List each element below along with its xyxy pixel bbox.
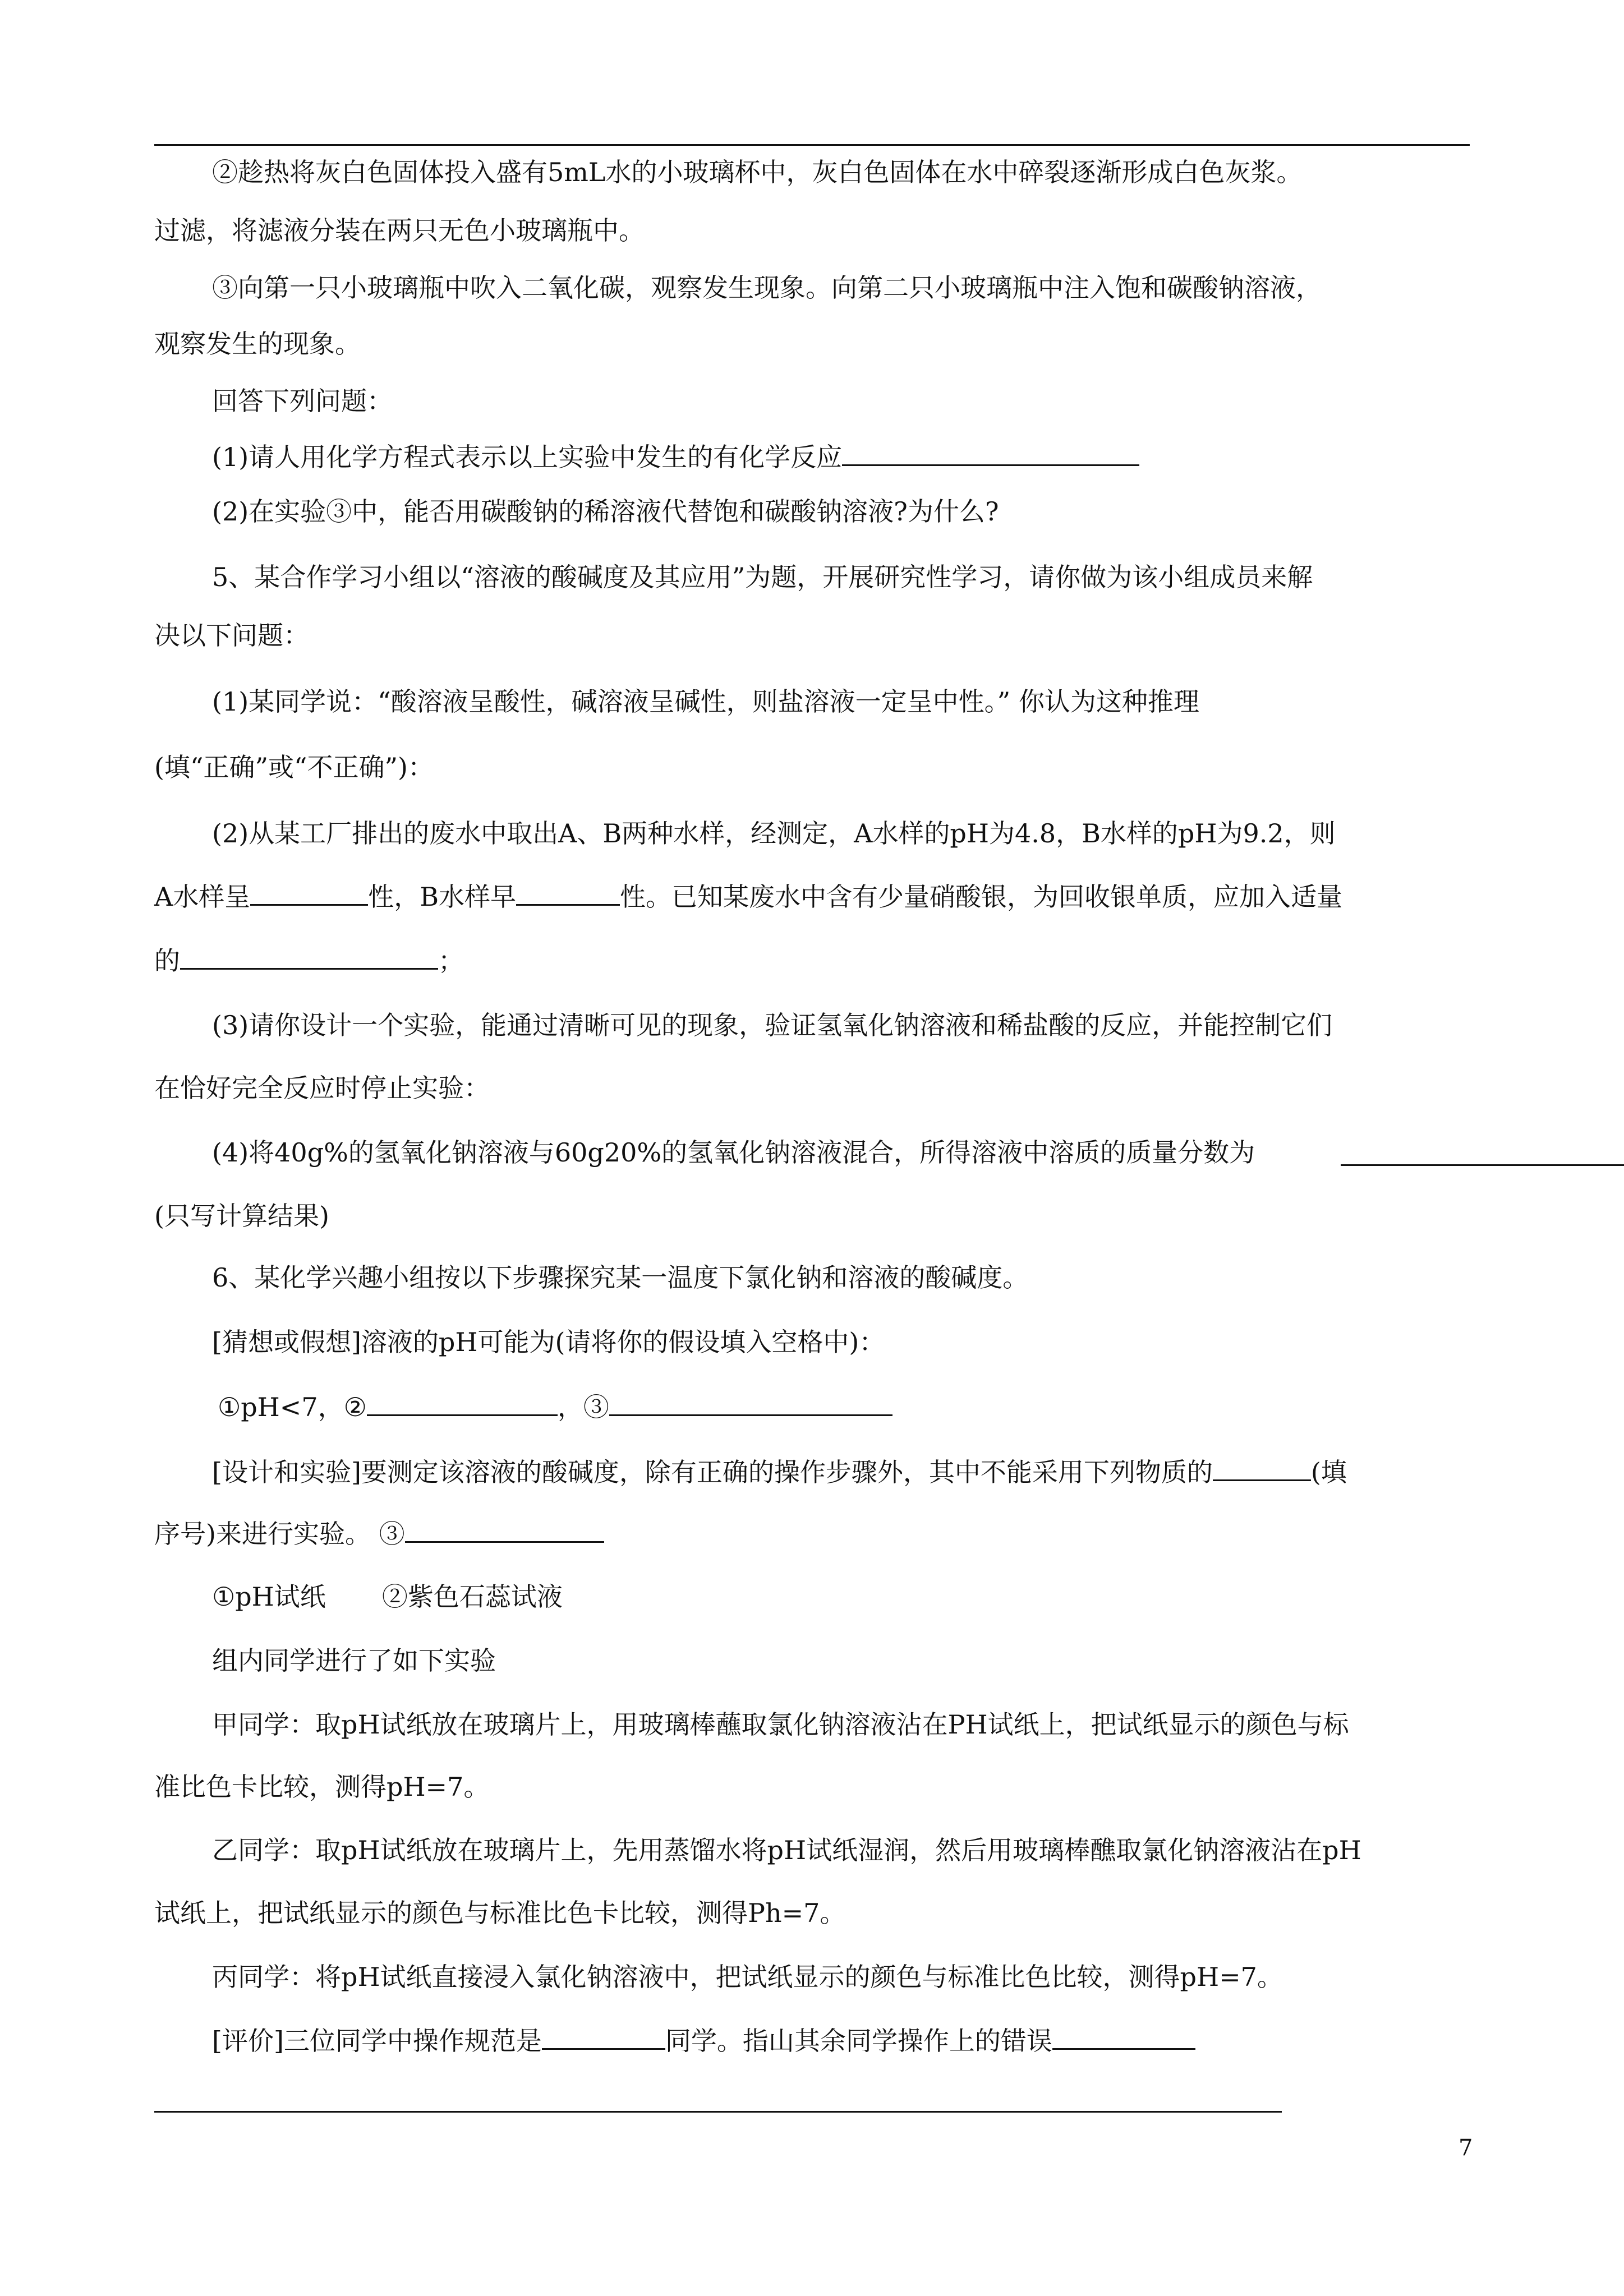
text-line: 丙同学：将pH试纸直接浸入氯化钠溶液中，把试纸显示的颜色与标准比色比较，测得pH=7。 [212,1962,1283,1992]
text-line: 观察发生的现象。 [154,329,361,359]
text-line: 过滤，将滤液分装在两只无色小玻璃瓶中。 [154,215,645,246]
text-line: 组内同学进行了如下实验 [212,1645,496,1676]
text-line: 乙同学：取pH试纸放在玻璃片上，先用蒸馏水将pH试纸湿润，然后用玻璃棒醮取氯化钠溶液沾在pH [212,1835,1361,1865]
text-line: (2)在实验③中，能否用碳酸钠的稀溶液代替饱和碳酸钠溶液?为什么? [212,496,999,527]
text-line: 甲同学：取pH试纸放在玻璃片上，用玻璃棒蘸取氯化钠溶液沾在PH试纸上，把试纸显示的颜色与标 [212,1709,1349,1740]
text-line: A水样呈 性，B水样早 性。已知某废水中含有少量硝酸银，为回收银单质，应加入适量 [154,877,1342,916]
text-line: 决以下问题： [154,620,309,651]
question-6-heading: 6、某化学兴趣小组按以下步骤探究某一温度下氯化钠和溶液的酸碱度。 [212,1262,1029,1293]
answer-blank[interactable] [516,878,620,906]
text-line: ③向第一只小玻璃瓶中吹入二氧化碳，观察发生现象。向第二只小玻璃瓶中注入饱和碳酸钠溶液， [212,273,1322,303]
answer-blank[interactable] [542,2022,665,2050]
text-line: 准比色卡比较，测得pH=7。 [154,1772,490,1802]
text-line: [设计和实验]要测定该溶液的酸碱度，除有正确的操作步骤外，其中不能采用下列物质的 (填 [212,1453,1347,1492]
text-line: (填“正确”或“不正确”)： [154,752,434,782]
answer-blank[interactable] [1213,1454,1311,1481]
text-line: 在恰好完全反应时停止实验： [154,1073,490,1103]
text-line: [猜想或假想]溶液的pH可能为(请将你的假设填入空格中)： [212,1327,885,1357]
answer-blank[interactable] [250,878,368,906]
answer-blank[interactable] [842,439,1139,466]
text-line: (3)请你设计一个实验，能通过清晰可见的现象，验证氢氧化钠溶液和稀盐酸的反应，并能控制它们 [212,1010,1333,1040]
question-5-heading: 5、某合作学习小组以“溶液的酸碱度及其应用”为题，开展研究性学习，请你做为该小组成员来解 [212,562,1313,592]
answer-blank[interactable] [405,1515,604,1543]
text-line: ①pH试纸 ②紫色石蕊试液 [212,1582,563,1612]
answer-blank[interactable] [1052,2022,1195,2050]
text-line: ①pH<7，② ，③ [218,1387,892,1427]
text-line: [评价]三位同学中操作规范是 同学。指山其余同学操作上的错误 [212,2021,1195,2060]
text-line: (4)将40g%的氢氧化钠溶液与60g20%的氢氧化钠溶液混合，所得溶液中溶质的质量分数为 [212,1137,1255,1168]
text-line: 序号)来进行实验。 ③ [154,1514,604,1553]
answer-blank[interactable] [609,1389,892,1416]
text-line: (2)从某工厂排出的废水中取出A、B两种水样，经测定，A水样的pH为4.8，B水样的pH为9.2，则 [212,818,1336,849]
answer-blank[interactable] [1341,1164,1624,1166]
text-line: 试纸上，把试纸显示的颜色与标准比色卡比较，测得Ph=7。 [154,1898,846,1928]
text-line: (只写计算结果) [154,1201,329,1231]
answer-blank[interactable] [367,1389,558,1416]
text-line: (1)某同学说：“酸溶液呈酸性，碱溶液呈碱性，则盐溶液一定呈中性。” 你认为这种推理 [212,686,1199,717]
answer-blank[interactable] [180,942,438,970]
text-line: (1)请人用化学方程式表示以上实验中发生的有化学反应 [212,437,1139,477]
text-line: ②趁热将灰白色固体投入盛有5mL水的小玻璃杯中，灰白色固体在水中碎裂逐渐形成白色灰浆。 [212,157,1303,187]
text-line: 回答下列问题： [212,386,393,416]
answer-line[interactable] [154,2111,1282,2113]
text-line: 的 ； [154,941,464,980]
header-rule [154,144,1470,146]
page-number: 7 [1459,2135,1473,2161]
